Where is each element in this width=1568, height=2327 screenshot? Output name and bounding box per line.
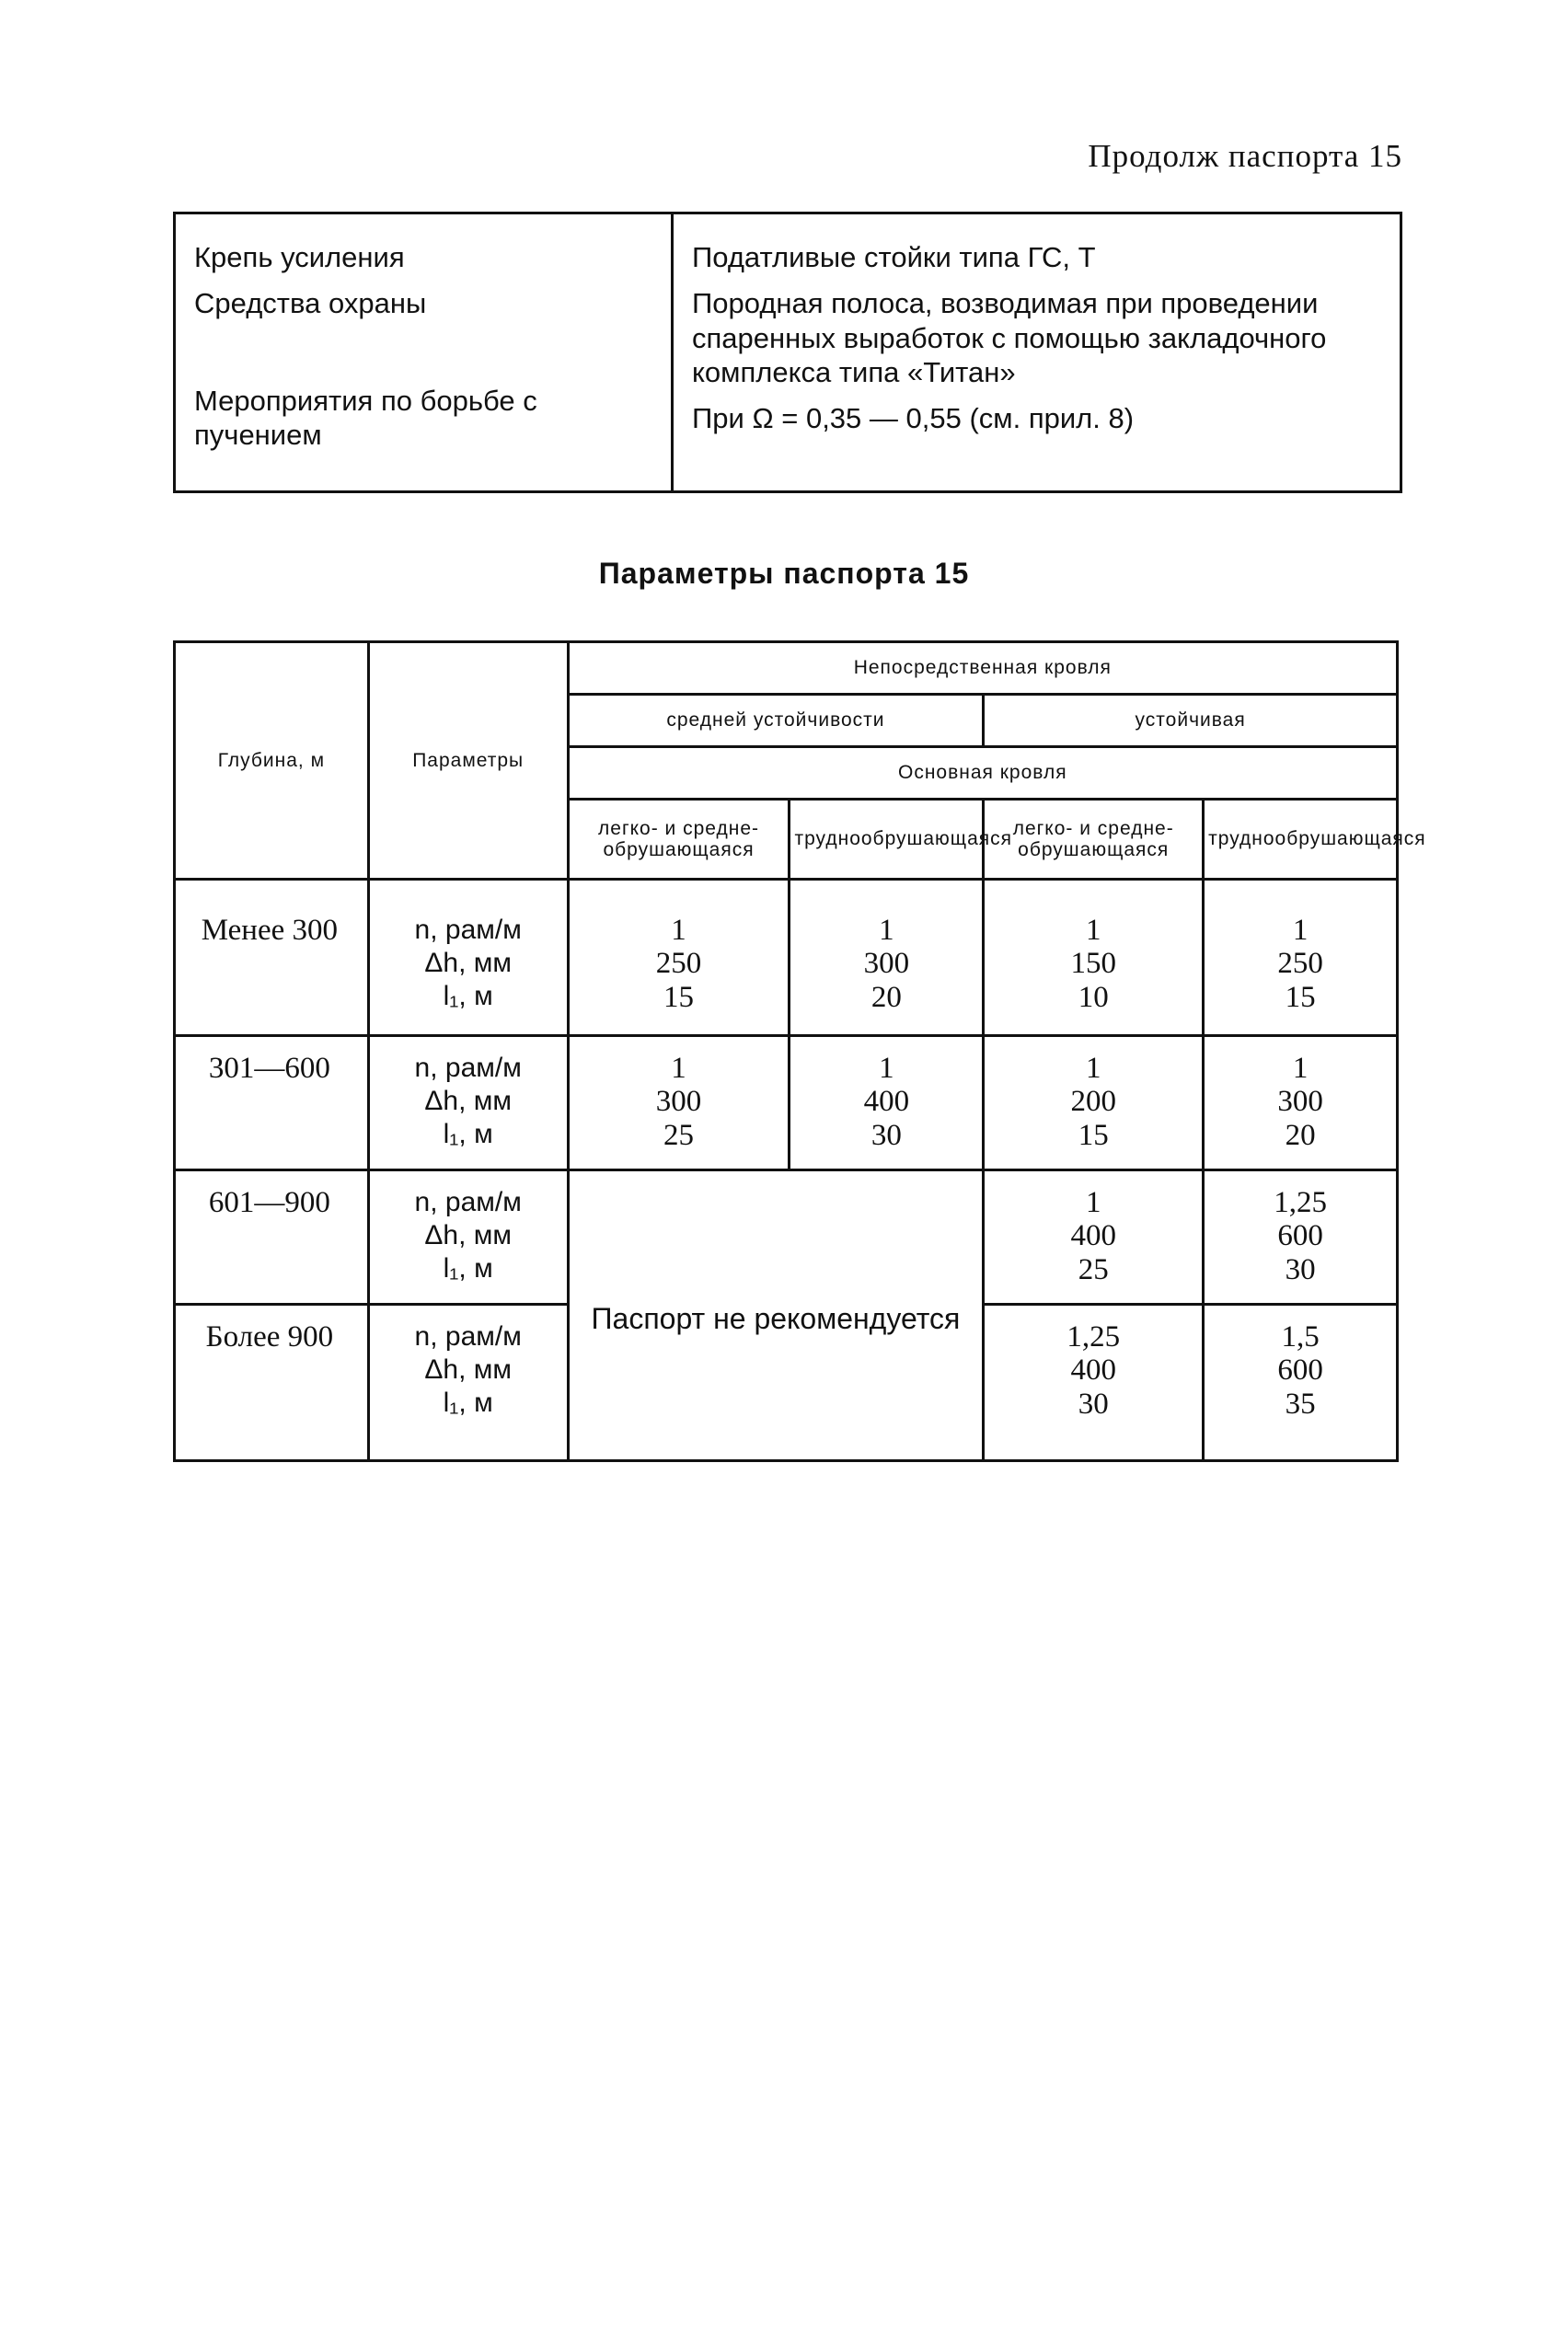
value-l: 25 (1078, 1252, 1109, 1286)
header-depth: Глубина, м (175, 642, 369, 880)
value-cell (1204, 1036, 1398, 1170)
value-dh: 400 (1070, 1219, 1116, 1253)
value-reinforcement: Податливые стойки типа ГС, Т (692, 241, 1096, 273)
value-cell (1204, 1170, 1398, 1305)
value-l: 30 (1078, 1387, 1109, 1421)
value-cell (984, 1305, 1204, 1461)
value-n: 1 (1085, 1052, 1101, 1085)
header-medium-stability: средней устойчивости (568, 695, 984, 747)
value-dh: 400 (1070, 1354, 1116, 1388)
param-n: n, рам/м (414, 915, 522, 945)
header-stable: устойчивая (984, 695, 1398, 747)
label-reinforcement: Крепь усиления (194, 241, 405, 273)
value-l: 15 (1078, 1118, 1109, 1152)
params-cell (368, 1036, 568, 1170)
value-cell (984, 880, 1204, 1036)
value-cell (568, 880, 790, 1036)
value-l: 35 (1285, 1387, 1316, 1421)
param-dh: Δh, мм (424, 1220, 513, 1250)
value-protection: Породная полоса, возводимая при проведении спаренных выработок с помощью закладочного комплекса типа «Титан» (692, 286, 1327, 389)
value-dh: 250 (1277, 947, 1323, 981)
value-cell (790, 1036, 984, 1170)
value-dh: 600 (1277, 1354, 1323, 1388)
section-title: Параметры паспорта 15 (598, 557, 970, 590)
value-dh: 300 (863, 947, 910, 981)
value-l: 20 (870, 980, 902, 1014)
table-row (175, 1170, 1398, 1305)
header-immediate-roof: Непосредственная кровля (568, 642, 1397, 695)
param-l: l₁, м (443, 981, 493, 1011)
label-measures: Мероприятия по борьбе с пучением (194, 384, 537, 452)
depth-cell: 601—900 (175, 1170, 369, 1305)
param-dh: Δh, мм (424, 1354, 513, 1385)
label-protection: Средства охраны (194, 286, 427, 319)
table-row (175, 1036, 1398, 1170)
header-hard-collapse-1: труднообрушающаяся (790, 800, 984, 880)
param-l: l₁, м (443, 1119, 493, 1149)
value-dh: 400 (863, 1085, 910, 1119)
value-cell (790, 880, 984, 1036)
depth-cell: 301—600 (175, 1036, 369, 1170)
value-cell (984, 1170, 1204, 1305)
param-n: n, рам/м (414, 1321, 522, 1352)
value-l: 10 (1078, 980, 1109, 1014)
page-header: Продолж паспорта 15 (1088, 138, 1402, 174)
param-l: l₁, м (443, 1388, 493, 1418)
header-hard-collapse-2: труднообрушающаяся (1204, 800, 1398, 880)
value-n: 1 (1085, 1186, 1101, 1219)
param-dh: Δh, мм (424, 948, 513, 978)
top-table-values (673, 213, 1401, 492)
param-n: n, рам/м (414, 1053, 522, 1083)
params-cell (368, 1305, 568, 1461)
value-dh: 300 (1277, 1085, 1323, 1119)
params-cell (368, 1170, 568, 1305)
value-n: 1 (1292, 1052, 1309, 1085)
param-l: l₁, м (443, 1253, 493, 1284)
header-params: Параметры (368, 642, 568, 880)
table-row (175, 880, 1398, 1036)
value-dh: 300 (655, 1085, 702, 1119)
value-cell (1204, 1305, 1398, 1461)
params-cell (368, 880, 568, 1036)
value-n: 1 (671, 1052, 686, 1085)
value-n: 1,25 (1274, 1186, 1327, 1219)
value-l: 30 (870, 1118, 902, 1152)
param-n: n, рам/м (414, 1187, 522, 1217)
value-dh: 250 (655, 947, 702, 981)
value-cell (568, 1036, 790, 1170)
value-n: 1 (879, 1052, 894, 1085)
value-l: 25 (663, 1118, 695, 1152)
header-main-roof: Основная кровля (568, 747, 1397, 800)
value-l: 20 (1285, 1118, 1316, 1152)
value-measures: При Ω = 0,35 — 0,55 (см. прил. 8) (692, 402, 1135, 435)
not-recommended-cell: Паспорт не рекомендуется (568, 1170, 984, 1461)
value-n: 1 (1085, 914, 1101, 947)
value-cell (984, 1036, 1204, 1170)
header-easy-collapse-1: легко- и средне-обрушающаяся (568, 800, 790, 880)
top-table-labels (175, 213, 673, 492)
value-dh: 200 (1070, 1085, 1116, 1119)
value-n: 1 (671, 914, 686, 947)
value-l: 15 (1285, 980, 1316, 1014)
value-dh: 600 (1277, 1219, 1323, 1253)
value-dh: 150 (1070, 947, 1116, 981)
depth-cell: Более 900 (175, 1305, 369, 1461)
value-l: 30 (1285, 1252, 1316, 1286)
top-info-table (173, 212, 1402, 493)
value-n: 1,25 (1066, 1320, 1121, 1354)
value-n: 1 (879, 914, 894, 947)
header-easy-collapse-2: легко- и средне-обрушающаяся (984, 800, 1204, 880)
param-dh: Δh, мм (424, 1086, 513, 1116)
depth-cell: Менее 300 (175, 880, 369, 1036)
value-n: 1,5 (1281, 1320, 1320, 1354)
value-l: 15 (663, 980, 695, 1014)
value-n: 1 (1292, 914, 1309, 947)
parameters-table (173, 640, 1426, 1462)
value-cell (1204, 880, 1398, 1036)
